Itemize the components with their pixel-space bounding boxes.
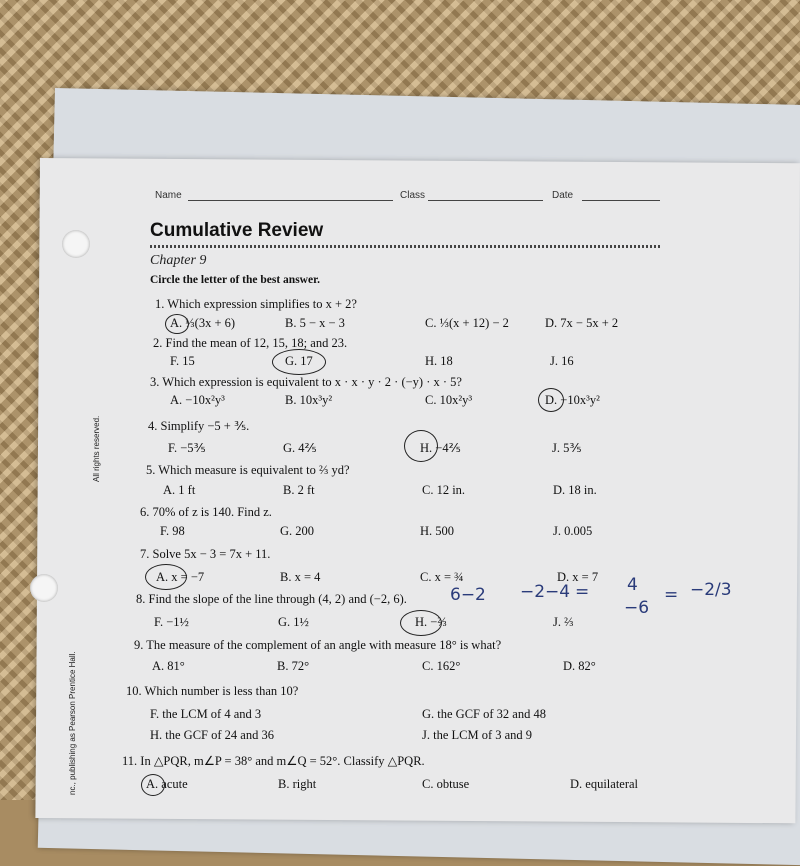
q9-option-c[interactable]: C. 162° [422, 659, 461, 673]
q6-option-h[interactable]: H. 500 [420, 524, 455, 538]
q9-option-a[interactable]: A. 81° [152, 659, 185, 673]
instruction-text: Circle the letter of the best answer. [150, 274, 321, 286]
q2-answer-circle [272, 349, 326, 375]
q2-option-f[interactable]: F. 15 [170, 354, 195, 368]
q10-option-g[interactable]: G. the GCF of 32 and 48 [422, 707, 546, 721]
question-8-stem: 8. Find the slope of the line through (4, 2) and (−2, 6). [136, 592, 407, 606]
q8-option-j[interactable]: J. ⅔ [553, 615, 574, 629]
q1-answer-circle [165, 314, 189, 334]
q11-option-d[interactable]: D. equilateral [570, 777, 639, 791]
question-5-stem: 5. Which measure is equivalent to ⅔ yd? [146, 463, 350, 477]
publisher-text: nc., publishing as Pearson Prentice Hall. [68, 651, 77, 795]
name-line[interactable] [188, 200, 393, 201]
q8-option-g[interactable]: G. 1½ [278, 615, 309, 629]
q4-option-g[interactable]: G. 4⅖ [283, 441, 317, 455]
q5-option-d[interactable]: D. 18 in. [553, 483, 597, 497]
q9-option-d[interactable]: D. 82° [563, 659, 596, 673]
q4-option-h[interactable]: H. −4⅖ [420, 441, 461, 455]
class-label: Class [400, 190, 426, 201]
question-6-stem: 6. 70% of z is 140. Find z. [140, 505, 272, 519]
q11-option-b[interactable]: B. right [278, 777, 317, 791]
q2-option-h[interactable]: H. 18 [425, 354, 453, 368]
q7-option-a[interactable]: A. x = −7 [156, 570, 205, 584]
date-line[interactable] [582, 200, 660, 201]
q11-option-a[interactable]: A. acute [146, 777, 188, 791]
q11-option-c[interactable]: C. obtuse [422, 777, 470, 791]
class-line[interactable] [428, 200, 543, 201]
q7-option-c[interactable]: C. x = ¾ [420, 570, 464, 584]
q6-option-g[interactable]: G. 200 [280, 524, 315, 538]
q6-option-j[interactable]: J. 0.005 [553, 524, 593, 538]
handwritten-equals-1: = [575, 582, 590, 602]
q7-answer-circle [145, 564, 187, 590]
date-label: Date [552, 190, 574, 201]
q8-answer-circle [400, 610, 442, 636]
q5-option-c[interactable]: C. 12 in. [422, 483, 466, 497]
q9-option-b[interactable]: B. 72° [277, 659, 310, 673]
question-7-stem: 7. Solve 5x − 3 = 7x + 11. [140, 547, 271, 561]
handwritten-num: 4 [627, 575, 638, 595]
question-9-stem: 9. The measure of the complement of an angle with measure 18° is what? [134, 638, 502, 652]
q3-answer-circle [538, 388, 564, 412]
q4-answer-circle [404, 430, 438, 462]
binder-hole-top [62, 230, 90, 258]
handwritten-work: 6−2 [450, 585, 486, 605]
q10-option-j[interactable]: J. the LCM of 3 and 9 [422, 728, 533, 742]
q7-option-b[interactable]: B. x = 4 [280, 570, 321, 584]
q1-option-d[interactable]: D. 7x − 5x + 2 [545, 316, 619, 330]
question-11-stem: 11. In △PQR, m∠P = 38° and m∠Q = 52°. Classify △PQR. [122, 754, 425, 768]
q3-option-a[interactable]: A. −10x²y³ [170, 393, 225, 407]
q4-option-f[interactable]: F. −5⅗ [168, 441, 206, 455]
q11-answer-circle [141, 774, 165, 796]
q5-option-b[interactable]: B. 2 ft [283, 483, 315, 497]
handwritten-fraction-numerator: −2−4 [520, 582, 571, 602]
q6-option-f[interactable]: F. 98 [160, 524, 185, 538]
question-3-stem: 3. Which expression is equivalent to x · x · y · 2 · (−y) · x · 5? [150, 375, 462, 389]
q2-option-g[interactable]: G. 17 [285, 354, 313, 368]
question-2-stem: 2. Find the mean of 12, 15, 18; and 23. [153, 336, 348, 350]
q3-option-c[interactable]: C. 10x²y³ [425, 393, 473, 407]
question-4-stem: 4. Simplify −5 + ⅗. [148, 419, 250, 433]
rights-text: All rights reserved. [92, 415, 101, 482]
question-1-stem: 1. Which expression simplifies to x + 2? [155, 297, 357, 311]
q8-option-f[interactable]: F. −1½ [154, 615, 189, 629]
handwritten-result: −2/3 [690, 580, 732, 600]
q1-option-b[interactable]: B. 5 − x − 3 [285, 316, 345, 330]
dotted-divider [150, 245, 662, 248]
page-title: Cumulative Review [150, 220, 324, 241]
q4-option-j[interactable]: J. 5⅗ [552, 441, 582, 455]
name-label: Name [155, 190, 182, 201]
q8-option-h[interactable]: H. −⅔ [415, 615, 447, 629]
q5-option-a[interactable]: A. 1 ft [163, 483, 196, 497]
q3-option-b[interactable]: B. 10x³y² [285, 393, 333, 407]
binder-hole-middle [30, 574, 58, 602]
q3-option-d[interactable]: D. −10x³y² [545, 393, 600, 407]
chapter-label: Chapter 9 [150, 253, 207, 268]
handwritten-den: −6 [624, 598, 650, 618]
q1-option-c[interactable]: C. ⅓(x + 12) − 2 [425, 316, 509, 330]
q10-option-h[interactable]: H. the GCF of 24 and 36 [150, 728, 274, 742]
q10-option-f[interactable]: F. the LCM of 4 and 3 [150, 707, 262, 721]
q7-option-d[interactable]: D. x = 7 [557, 570, 599, 584]
handwritten-equals-2: = [664, 585, 679, 605]
q2-option-j[interactable]: J. 16 [550, 354, 574, 368]
q1-option-a[interactable]: A. ⅓(3x + 6) [170, 316, 236, 330]
question-10-stem: 10. Which number is less than 10? [126, 684, 299, 698]
